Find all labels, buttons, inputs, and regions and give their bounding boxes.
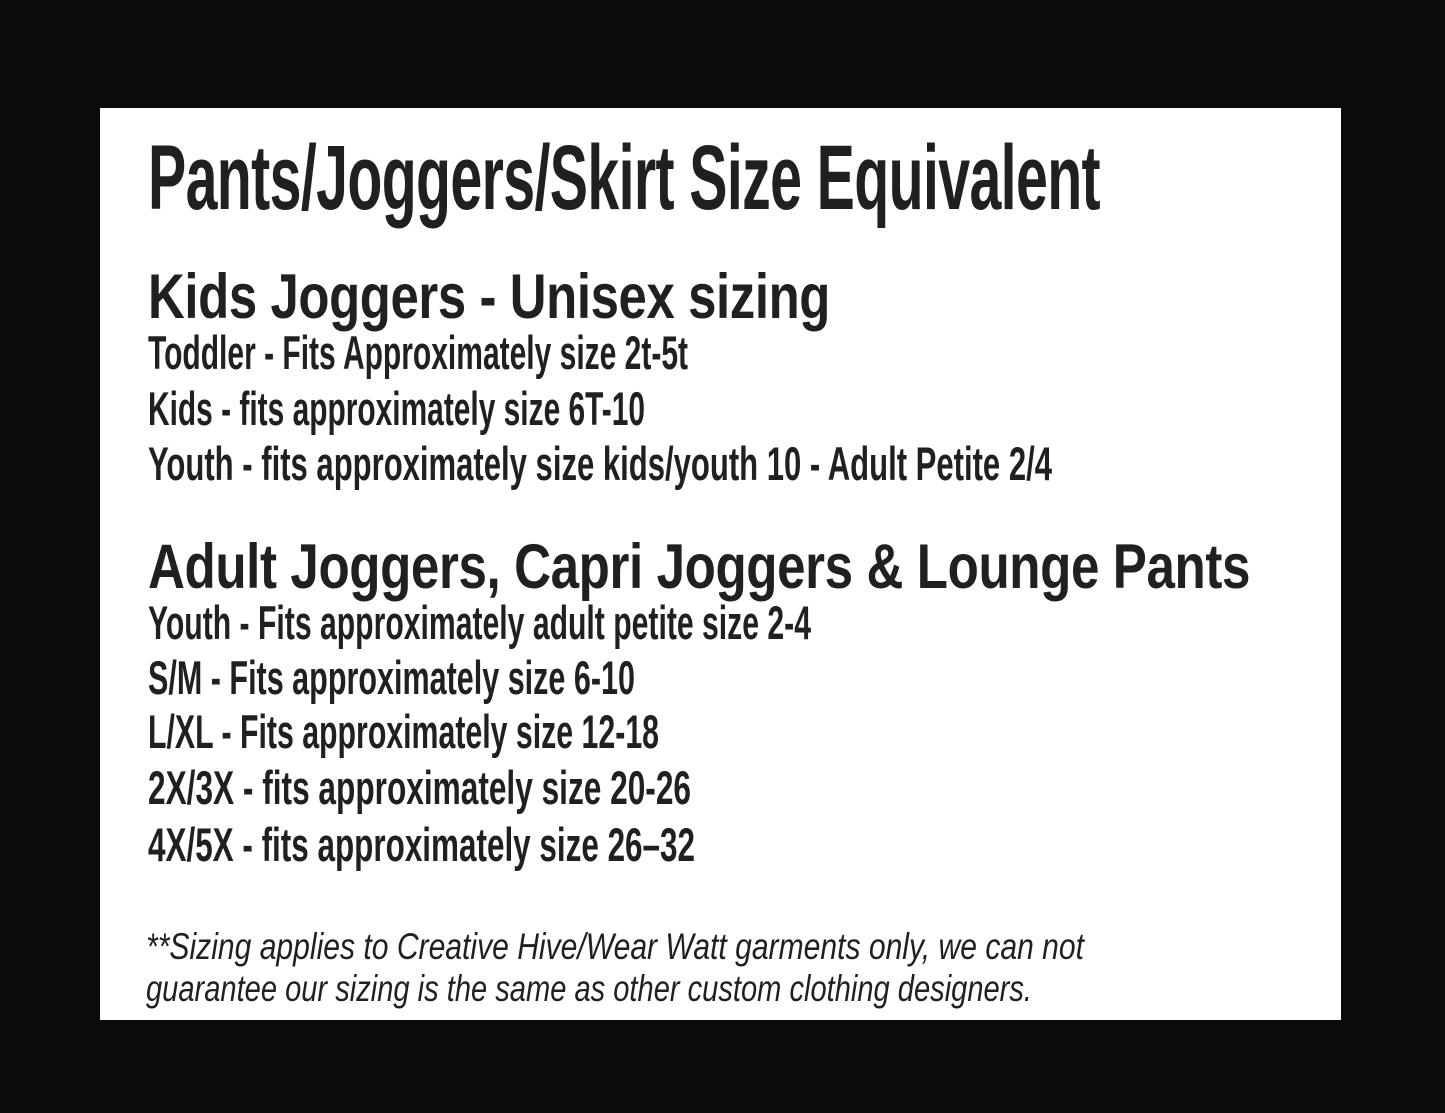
size-line-youth-kids: Youth - fits approximately size kids/youth 10 - Adult Petite 2/4 [148,437,1052,490]
size-line-kids: Kids - fits approximately size 6T-10 [148,382,645,435]
size-line-sm: S/M - Fits approximately size 6-10 [148,651,635,704]
size-line-lxl: L/XL - Fits approximately size 12-18 [148,705,659,758]
section-heading-kids-joggers: Kids Joggers - Unisex sizing [148,262,830,332]
disclaimer-line-1: **Sizing applies to Creative Hive/Wear Watt garments only, we can not [146,926,1084,967]
page-title: Pants/Joggers/Skirt Size Equivalent [148,127,1100,229]
size-line-4x5x: 4X/5X - fits approximately size 26–32 [148,818,695,871]
size-line-2x3x: 2X/3X - fits approximately size 20-26 [148,761,691,814]
disclaimer-line-2: guarantee our sizing is the same as other custom clothing designers. [146,968,1032,1009]
size-line-toddler: Toddler - Fits Approximately size 2t-5t [148,326,688,379]
size-chart-card [100,108,1341,1020]
size-line-youth-adult: Youth - Fits approximately adult petite size 2-4 [148,596,811,649]
section-heading-adult-joggers: Adult Joggers, Capri Joggers & Lounge Pants [148,532,1250,602]
